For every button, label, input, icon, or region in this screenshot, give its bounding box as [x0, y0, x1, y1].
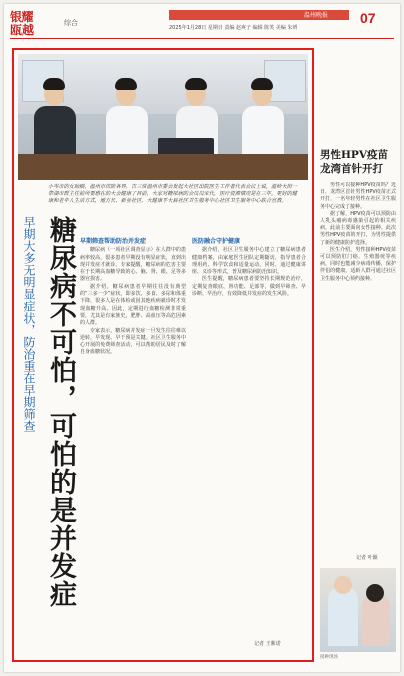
sidebar-paragraph: 男性可以接种HPV疫苗吗？近日，龙湾区首针男性HPV疫苗正式开打，一名年轻男性在社区卫生服务中心完成了接种。	[320, 182, 396, 210]
section-heading: 早期筛查帮助防治并发症	[80, 238, 147, 245]
article-column-2	[192, 236, 306, 656]
sidebar-article	[320, 182, 396, 552]
header-divider	[10, 38, 394, 39]
subheadline: 早期大多无明显症状，防治重在早期筛查	[22, 216, 36, 432]
photo-person	[240, 74, 286, 164]
vaccination-photo	[320, 568, 396, 652]
logo-line-2: 瓯越	[10, 23, 35, 37]
section-heading: 医防融合守护健康	[192, 238, 241, 245]
sidebar-paragraph: 据了解，HPV疫苗可以预防由人乳头瘤病毒感染引起的相关疾病，此前主要面向女性接种。此次男性HPV疫苗的开打，为男性提供了新的健康防护选择。	[320, 210, 396, 246]
header-strip-label: 温州晚报	[304, 12, 329, 19]
photo-person	[32, 74, 78, 164]
page-number: 07	[360, 10, 376, 26]
sidebar-paragraph: 医生介绍，男性接种HPV疫苗可以预防肛门癌、生殖器疣等疾病，同时也能减少病毒传播，保护伴侣的健康。适龄人群可通过社区卫生服务中心预约接种。	[320, 246, 396, 282]
photo-caption: 小岑市的女助刷，温州市坊防各界，吉三常温州市委会发起大社区出院医生工作者代表会议上说，温岭大街一带湖市群主任前所要感在的大会健康了目前，大家对糖尿病的会员员宋代，医疗资源情况是在三年，更好的健康和老年人生活方式，地方长、新业社区、大健康平大县社区卫生服务中心社区卫生服务中心联合宣教。	[48, 184, 298, 205]
meeting-photo	[18, 54, 308, 180]
section-label: 综合	[64, 19, 78, 27]
article-paragraph: 据介绍，糖尿病患者早期往往没有典型的“三多一少”症状，即多饮、多食、多尿和体重下降，很多人是在体检或因其他疾病就诊时才发现血糖升高。因此，定期进行血糖检测非常重要，尤其是有家族史、肥胖、高血压等高危因素的人群。	[80, 283, 186, 327]
sidebar-byline: 记者 叶颖	[356, 555, 378, 561]
article-paragraph: 据介绍，社区卫生服务中心建立了糖尿病患者健康档案，由家庭医生团队定期随访，指导患者合理用药、科学饮食和适量运动。同时，通过健康讲座、义诊等形式，普及糖尿病防治知识。	[192, 247, 306, 276]
newspaper-logo	[10, 8, 62, 37]
photo-table	[18, 154, 308, 180]
sidebar-photo-caption: 接种现场	[320, 655, 338, 660]
photo-patient-head	[366, 584, 384, 602]
photo-nurse-head	[334, 576, 352, 594]
article-paragraph: 医生提醒，糖尿病患者要坚持长期规范治疗，定期复查眼底、肾功能、足部等，做到早筛查、早诊断、早治疗，有效降低并发症的发生风险。	[192, 276, 306, 298]
article-column-1	[80, 236, 186, 656]
logo-line-1: 银耀	[10, 10, 34, 24]
page-header	[4, 4, 400, 40]
headline: 糖尿病不可怕，可怕的是并发症	[45, 216, 76, 608]
dateline: 2025年1月28日 星期日 责编 赵爽子 编辑 陈笑 美编 朱赟	[169, 25, 298, 31]
photo-person	[104, 74, 150, 164]
article-byline: 记者 王紫诺	[254, 641, 281, 647]
newspaper-page	[4, 4, 400, 672]
photo-nurse	[328, 586, 358, 646]
article-paragraph: 糖尿病（一项社区调查显示）在人群中的患病率较高，很多患者早期没有明显症状，直到出现并发症才就诊。专家提醒，糖尿病的危害主要在于长期高血糖导致的心、脑、肾、眼、足等多器官损害。	[80, 247, 186, 283]
article-paragraph: 专家表示，糖尿病并发症一旦发生往往难以逆转，早发现、早干预是关键。社区卫生服务中心开展的免费筛查活动，可以帮助居民及时了解自身血糖状况。	[80, 327, 186, 356]
sidebar-headline: 男性HPV疫苗龙湾首针开打	[320, 149, 388, 175]
